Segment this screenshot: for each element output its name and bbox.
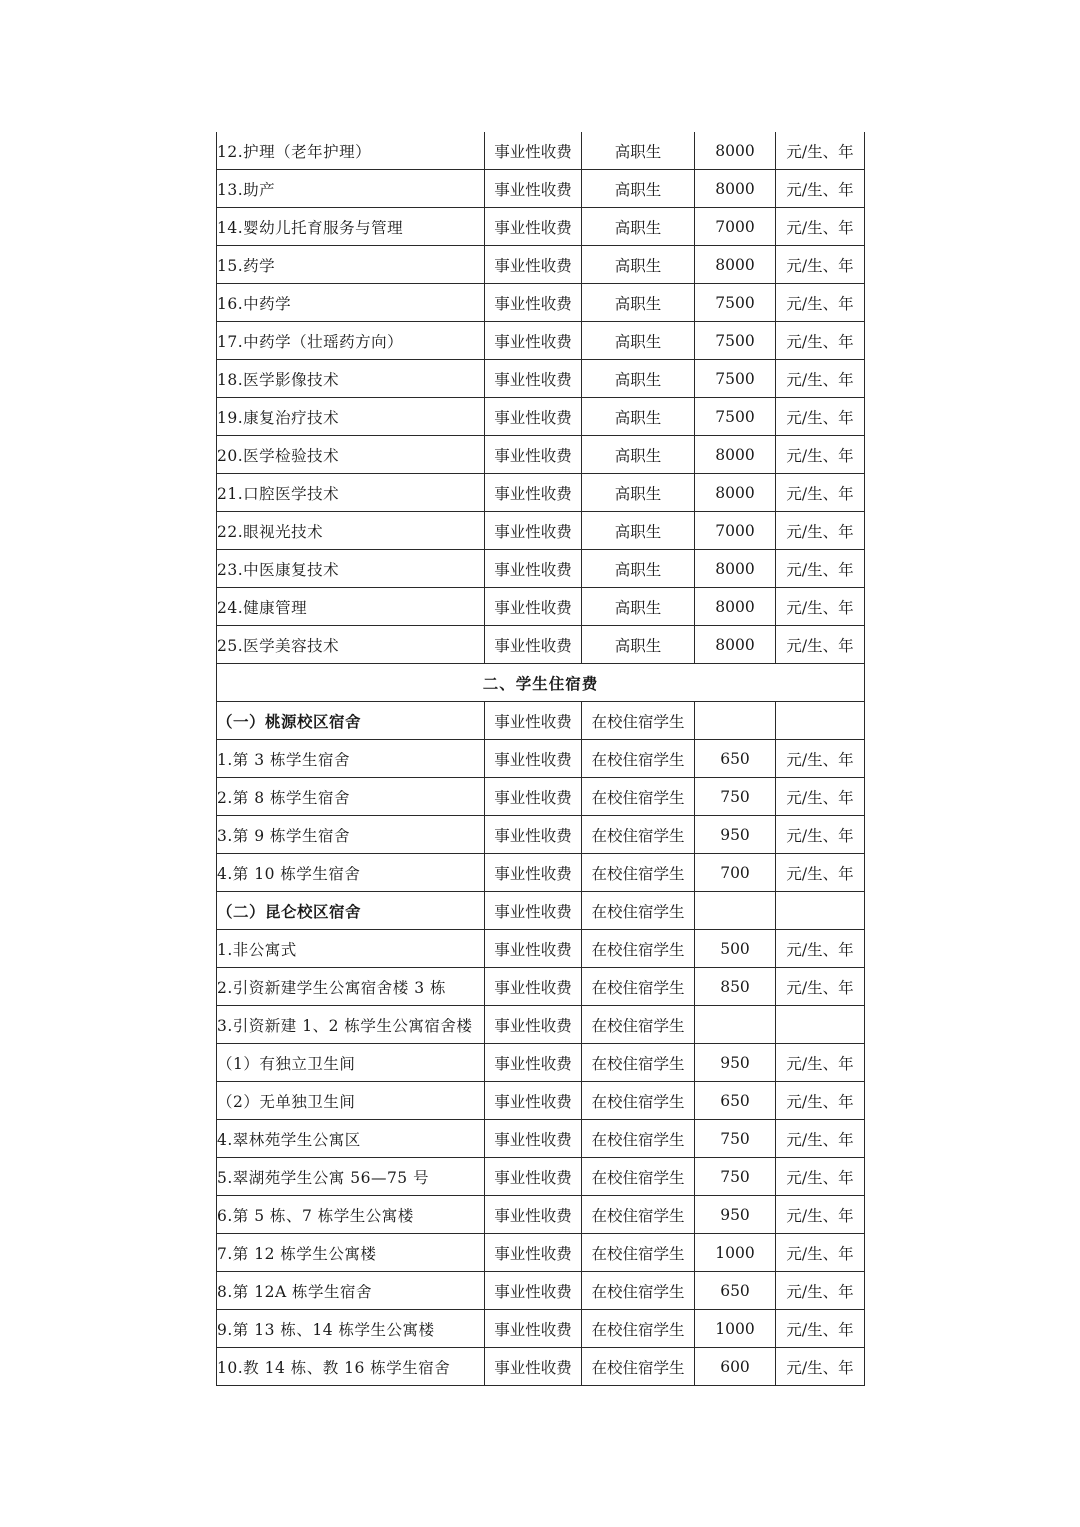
fee-type-cell: 事业性收费	[485, 1310, 582, 1348]
amount-cell: 7500	[695, 360, 776, 398]
item-name-cell: 8.第 12A 栋学生宿舍	[217, 1272, 485, 1310]
unit-cell	[776, 702, 865, 740]
fee-type-cell: 事业性收费	[485, 816, 582, 854]
table-row	[217, 1120, 865, 1158]
item-name-cell: 22.眼视光技术	[217, 512, 485, 550]
fee-table	[216, 132, 865, 1386]
fee-table-body	[217, 132, 865, 1386]
unit-cell: 元/生、年	[776, 816, 865, 854]
table-row	[217, 1006, 865, 1044]
table-row	[217, 778, 865, 816]
section-header-row	[217, 664, 865, 702]
charge-target-cell: 高职生	[582, 322, 695, 360]
charge-target-cell: 在校住宿学生	[582, 1348, 695, 1386]
item-name-cell: 4.第 10 栋学生宿舍	[217, 854, 485, 892]
amount-cell: 950	[695, 816, 776, 854]
charge-target-cell: 高职生	[582, 208, 695, 246]
section-title: 二、学生住宿费	[217, 664, 865, 702]
charge-target-cell: 高职生	[582, 512, 695, 550]
fee-type-cell: 事业性收费	[485, 740, 582, 778]
fee-type-cell: 事业性收费	[485, 968, 582, 1006]
table-row	[217, 1082, 865, 1120]
unit-cell: 元/生、年	[776, 436, 865, 474]
charge-target-cell: 在校住宿学生	[582, 1120, 695, 1158]
table-row	[217, 968, 865, 1006]
item-name-cell: 24.健康管理	[217, 588, 485, 626]
amount-cell: 8000	[695, 626, 776, 664]
item-name-cell: 25.医学美容技术	[217, 626, 485, 664]
charge-target-cell: 高职生	[582, 284, 695, 322]
charge-target-cell: 在校住宿学生	[582, 892, 695, 930]
table-row	[217, 360, 865, 398]
fee-type-cell: 事业性收费	[485, 1272, 582, 1310]
amount-cell: 8000	[695, 170, 776, 208]
table-row	[217, 702, 865, 740]
charge-target-cell: 在校住宿学生	[582, 968, 695, 1006]
charge-target-cell: 高职生	[582, 170, 695, 208]
item-name-cell: 6.第 5 栋、7 栋学生公寓楼	[217, 1196, 485, 1234]
charge-target-cell: 在校住宿学生	[582, 1196, 695, 1234]
item-name-cell: 16.中药学	[217, 284, 485, 322]
unit-cell: 元/生、年	[776, 208, 865, 246]
table-row	[217, 208, 865, 246]
charge-target-cell: 高职生	[582, 132, 695, 170]
charge-target-cell: 在校住宿学生	[582, 740, 695, 778]
charge-target-cell: 在校住宿学生	[582, 1234, 695, 1272]
fee-type-cell: 事业性收费	[485, 778, 582, 816]
charge-target-cell: 在校住宿学生	[582, 1082, 695, 1120]
table-row	[217, 322, 865, 360]
item-name-cell: 20.医学检验技术	[217, 436, 485, 474]
fee-type-cell: 事业性收费	[485, 854, 582, 892]
amount-cell: 8000	[695, 246, 776, 284]
table-row	[217, 1310, 865, 1348]
amount-cell: 850	[695, 968, 776, 1006]
fee-type-cell: 事业性收费	[485, 1196, 582, 1234]
table-row	[217, 1272, 865, 1310]
fee-type-cell: 事业性收费	[485, 1348, 582, 1386]
fee-type-cell: 事业性收费	[485, 1120, 582, 1158]
table-row	[217, 930, 865, 968]
amount-cell: 7000	[695, 512, 776, 550]
item-name-cell: 3.引资新建 1、2 栋学生公寓宿舍楼	[217, 1006, 485, 1044]
table-row	[217, 284, 865, 322]
table-row	[217, 1348, 865, 1386]
unit-cell: 元/生、年	[776, 930, 865, 968]
unit-cell: 元/生、年	[776, 1272, 865, 1310]
fee-type-cell: 事业性收费	[485, 892, 582, 930]
unit-cell: 元/生、年	[776, 474, 865, 512]
unit-cell: 元/生、年	[776, 170, 865, 208]
charge-target-cell: 在校住宿学生	[582, 1158, 695, 1196]
item-name-cell: 9.第 13 栋、14 栋学生公寓楼	[217, 1310, 485, 1348]
charge-target-cell: 高职生	[582, 436, 695, 474]
amount-cell: 750	[695, 778, 776, 816]
fee-type-cell: 事业性收费	[485, 132, 582, 170]
fee-type-cell: 事业性收费	[485, 208, 582, 246]
item-name-cell: 7.第 12 栋学生公寓楼	[217, 1234, 485, 1272]
item-name-cell: 13.助产	[217, 170, 485, 208]
unit-cell: 元/生、年	[776, 284, 865, 322]
fee-type-cell: 事业性收费	[485, 474, 582, 512]
item-name-cell: 1.第 3 栋学生宿舍	[217, 740, 485, 778]
charge-target-cell: 在校住宿学生	[582, 854, 695, 892]
fee-type-cell: 事业性收费	[485, 1044, 582, 1082]
amount-cell: 750	[695, 1158, 776, 1196]
item-name-cell: 18.医学影像技术	[217, 360, 485, 398]
table-row	[217, 550, 865, 588]
unit-cell: 元/生、年	[776, 246, 865, 284]
table-row	[217, 1234, 865, 1272]
amount-cell: 750	[695, 1120, 776, 1158]
unit-cell: 元/生、年	[776, 512, 865, 550]
unit-cell: 元/生、年	[776, 968, 865, 1006]
amount-cell: 7500	[695, 284, 776, 322]
fee-type-cell: 事业性收费	[485, 1234, 582, 1272]
amount-cell: 8000	[695, 436, 776, 474]
unit-cell: 元/生、年	[776, 778, 865, 816]
amount-cell: 700	[695, 854, 776, 892]
amount-cell: 1000	[695, 1234, 776, 1272]
table-row	[217, 132, 865, 170]
fee-type-cell: 事业性收费	[485, 170, 582, 208]
amount-cell: 8000	[695, 588, 776, 626]
item-name-cell: 12.护理（老年护理）	[217, 132, 485, 170]
table-row	[217, 892, 865, 930]
unit-cell: 元/生、年	[776, 1234, 865, 1272]
amount-cell	[695, 892, 776, 930]
unit-cell: 元/生、年	[776, 1082, 865, 1120]
unit-cell: 元/生、年	[776, 1348, 865, 1386]
fee-type-cell: 事业性收费	[485, 322, 582, 360]
amount-cell: 8000	[695, 474, 776, 512]
fee-type-cell: 事业性收费	[485, 398, 582, 436]
fee-type-cell: 事业性收费	[485, 588, 582, 626]
unit-cell	[776, 892, 865, 930]
unit-cell: 元/生、年	[776, 626, 865, 664]
unit-cell: 元/生、年	[776, 360, 865, 398]
table-row	[217, 436, 865, 474]
charge-target-cell: 高职生	[582, 474, 695, 512]
item-name-cell: 14.婴幼儿托育服务与管理	[217, 208, 485, 246]
item-name-cell: 23.中医康复技术	[217, 550, 485, 588]
charge-target-cell: 在校住宿学生	[582, 1272, 695, 1310]
unit-cell: 元/生、年	[776, 854, 865, 892]
amount-cell: 600	[695, 1348, 776, 1386]
amount-cell: 7000	[695, 208, 776, 246]
table-row	[217, 474, 865, 512]
fee-type-cell: 事业性收费	[485, 360, 582, 398]
charge-target-cell: 高职生	[582, 246, 695, 284]
unit-cell: 元/生、年	[776, 1196, 865, 1234]
table-row	[217, 626, 865, 664]
item-name-cell: （2）无单独卫生间	[217, 1082, 485, 1120]
table-row	[217, 246, 865, 284]
amount-cell	[695, 1006, 776, 1044]
unit-cell: 元/生、年	[776, 1120, 865, 1158]
item-name-cell: 4.翠林苑学生公寓区	[217, 1120, 485, 1158]
item-name-cell: 19.康复治疗技术	[217, 398, 485, 436]
charge-target-cell: 在校住宿学生	[582, 1006, 695, 1044]
fee-type-cell: 事业性收费	[485, 246, 582, 284]
item-name-cell: 15.药学	[217, 246, 485, 284]
charge-target-cell: 高职生	[582, 626, 695, 664]
item-name-cell: 1.非公寓式	[217, 930, 485, 968]
item-name-cell: 3.第 9 栋学生宿舍	[217, 816, 485, 854]
item-name-cell: （1）有独立卫生间	[217, 1044, 485, 1082]
item-name-cell: 2.引资新建学生公寓宿舍楼 3 栋	[217, 968, 485, 1006]
item-name-cell: 21.口腔医学技术	[217, 474, 485, 512]
fee-type-cell: 事业性收费	[485, 284, 582, 322]
item-name-cell: 10.教 14 栋、教 16 栋学生宿舍	[217, 1348, 485, 1386]
amount-cell: 650	[695, 740, 776, 778]
amount-cell: 950	[695, 1196, 776, 1234]
amount-cell: 7500	[695, 322, 776, 360]
fee-type-cell: 事业性收费	[485, 550, 582, 588]
charge-target-cell: 在校住宿学生	[582, 1310, 695, 1348]
table-row	[217, 1158, 865, 1196]
table-row	[217, 740, 865, 778]
fee-type-cell: 事业性收费	[485, 436, 582, 474]
charge-target-cell: 高职生	[582, 588, 695, 626]
table-row	[217, 1196, 865, 1234]
charge-target-cell: 高职生	[582, 398, 695, 436]
item-name-cell: （一）桃源校区宿舍	[217, 702, 485, 740]
fee-type-cell: 事业性收费	[485, 1158, 582, 1196]
amount-cell: 950	[695, 1044, 776, 1082]
item-name-cell: （二）昆仑校区宿舍	[217, 892, 485, 930]
unit-cell: 元/生、年	[776, 1044, 865, 1082]
table-row	[217, 816, 865, 854]
unit-cell: 元/生、年	[776, 132, 865, 170]
amount-cell: 1000	[695, 1310, 776, 1348]
amount-cell	[695, 702, 776, 740]
charge-target-cell: 在校住宿学生	[582, 702, 695, 740]
fee-type-cell: 事业性收费	[485, 702, 582, 740]
amount-cell: 500	[695, 930, 776, 968]
unit-cell: 元/生、年	[776, 550, 865, 588]
table-row	[217, 1044, 865, 1082]
charge-target-cell: 在校住宿学生	[582, 1044, 695, 1082]
charge-target-cell: 在校住宿学生	[582, 778, 695, 816]
unit-cell: 元/生、年	[776, 588, 865, 626]
unit-cell: 元/生、年	[776, 1310, 865, 1348]
fee-type-cell: 事业性收费	[485, 626, 582, 664]
amount-cell: 8000	[695, 550, 776, 588]
charge-target-cell: 在校住宿学生	[582, 930, 695, 968]
table-row	[217, 854, 865, 892]
unit-cell	[776, 1006, 865, 1044]
fee-type-cell: 事业性收费	[485, 1082, 582, 1120]
amount-cell: 650	[695, 1272, 776, 1310]
unit-cell: 元/生、年	[776, 740, 865, 778]
fee-type-cell: 事业性收费	[485, 1006, 582, 1044]
item-name-cell: 5.翠湖苑学生公寓 56—75 号	[217, 1158, 485, 1196]
charge-target-cell: 在校住宿学生	[582, 816, 695, 854]
table-row	[217, 398, 865, 436]
table-row	[217, 588, 865, 626]
fee-type-cell: 事业性收费	[485, 930, 582, 968]
charge-target-cell: 高职生	[582, 550, 695, 588]
charge-target-cell: 高职生	[582, 360, 695, 398]
amount-cell: 650	[695, 1082, 776, 1120]
amount-cell: 8000	[695, 132, 776, 170]
item-name-cell: 17.中药学（壮瑶药方向）	[217, 322, 485, 360]
table-row	[217, 512, 865, 550]
fee-type-cell: 事业性收费	[485, 512, 582, 550]
unit-cell: 元/生、年	[776, 398, 865, 436]
unit-cell: 元/生、年	[776, 322, 865, 360]
item-name-cell: 2.第 8 栋学生宿舍	[217, 778, 485, 816]
table-row	[217, 170, 865, 208]
amount-cell: 7500	[695, 398, 776, 436]
unit-cell: 元/生、年	[776, 1158, 865, 1196]
